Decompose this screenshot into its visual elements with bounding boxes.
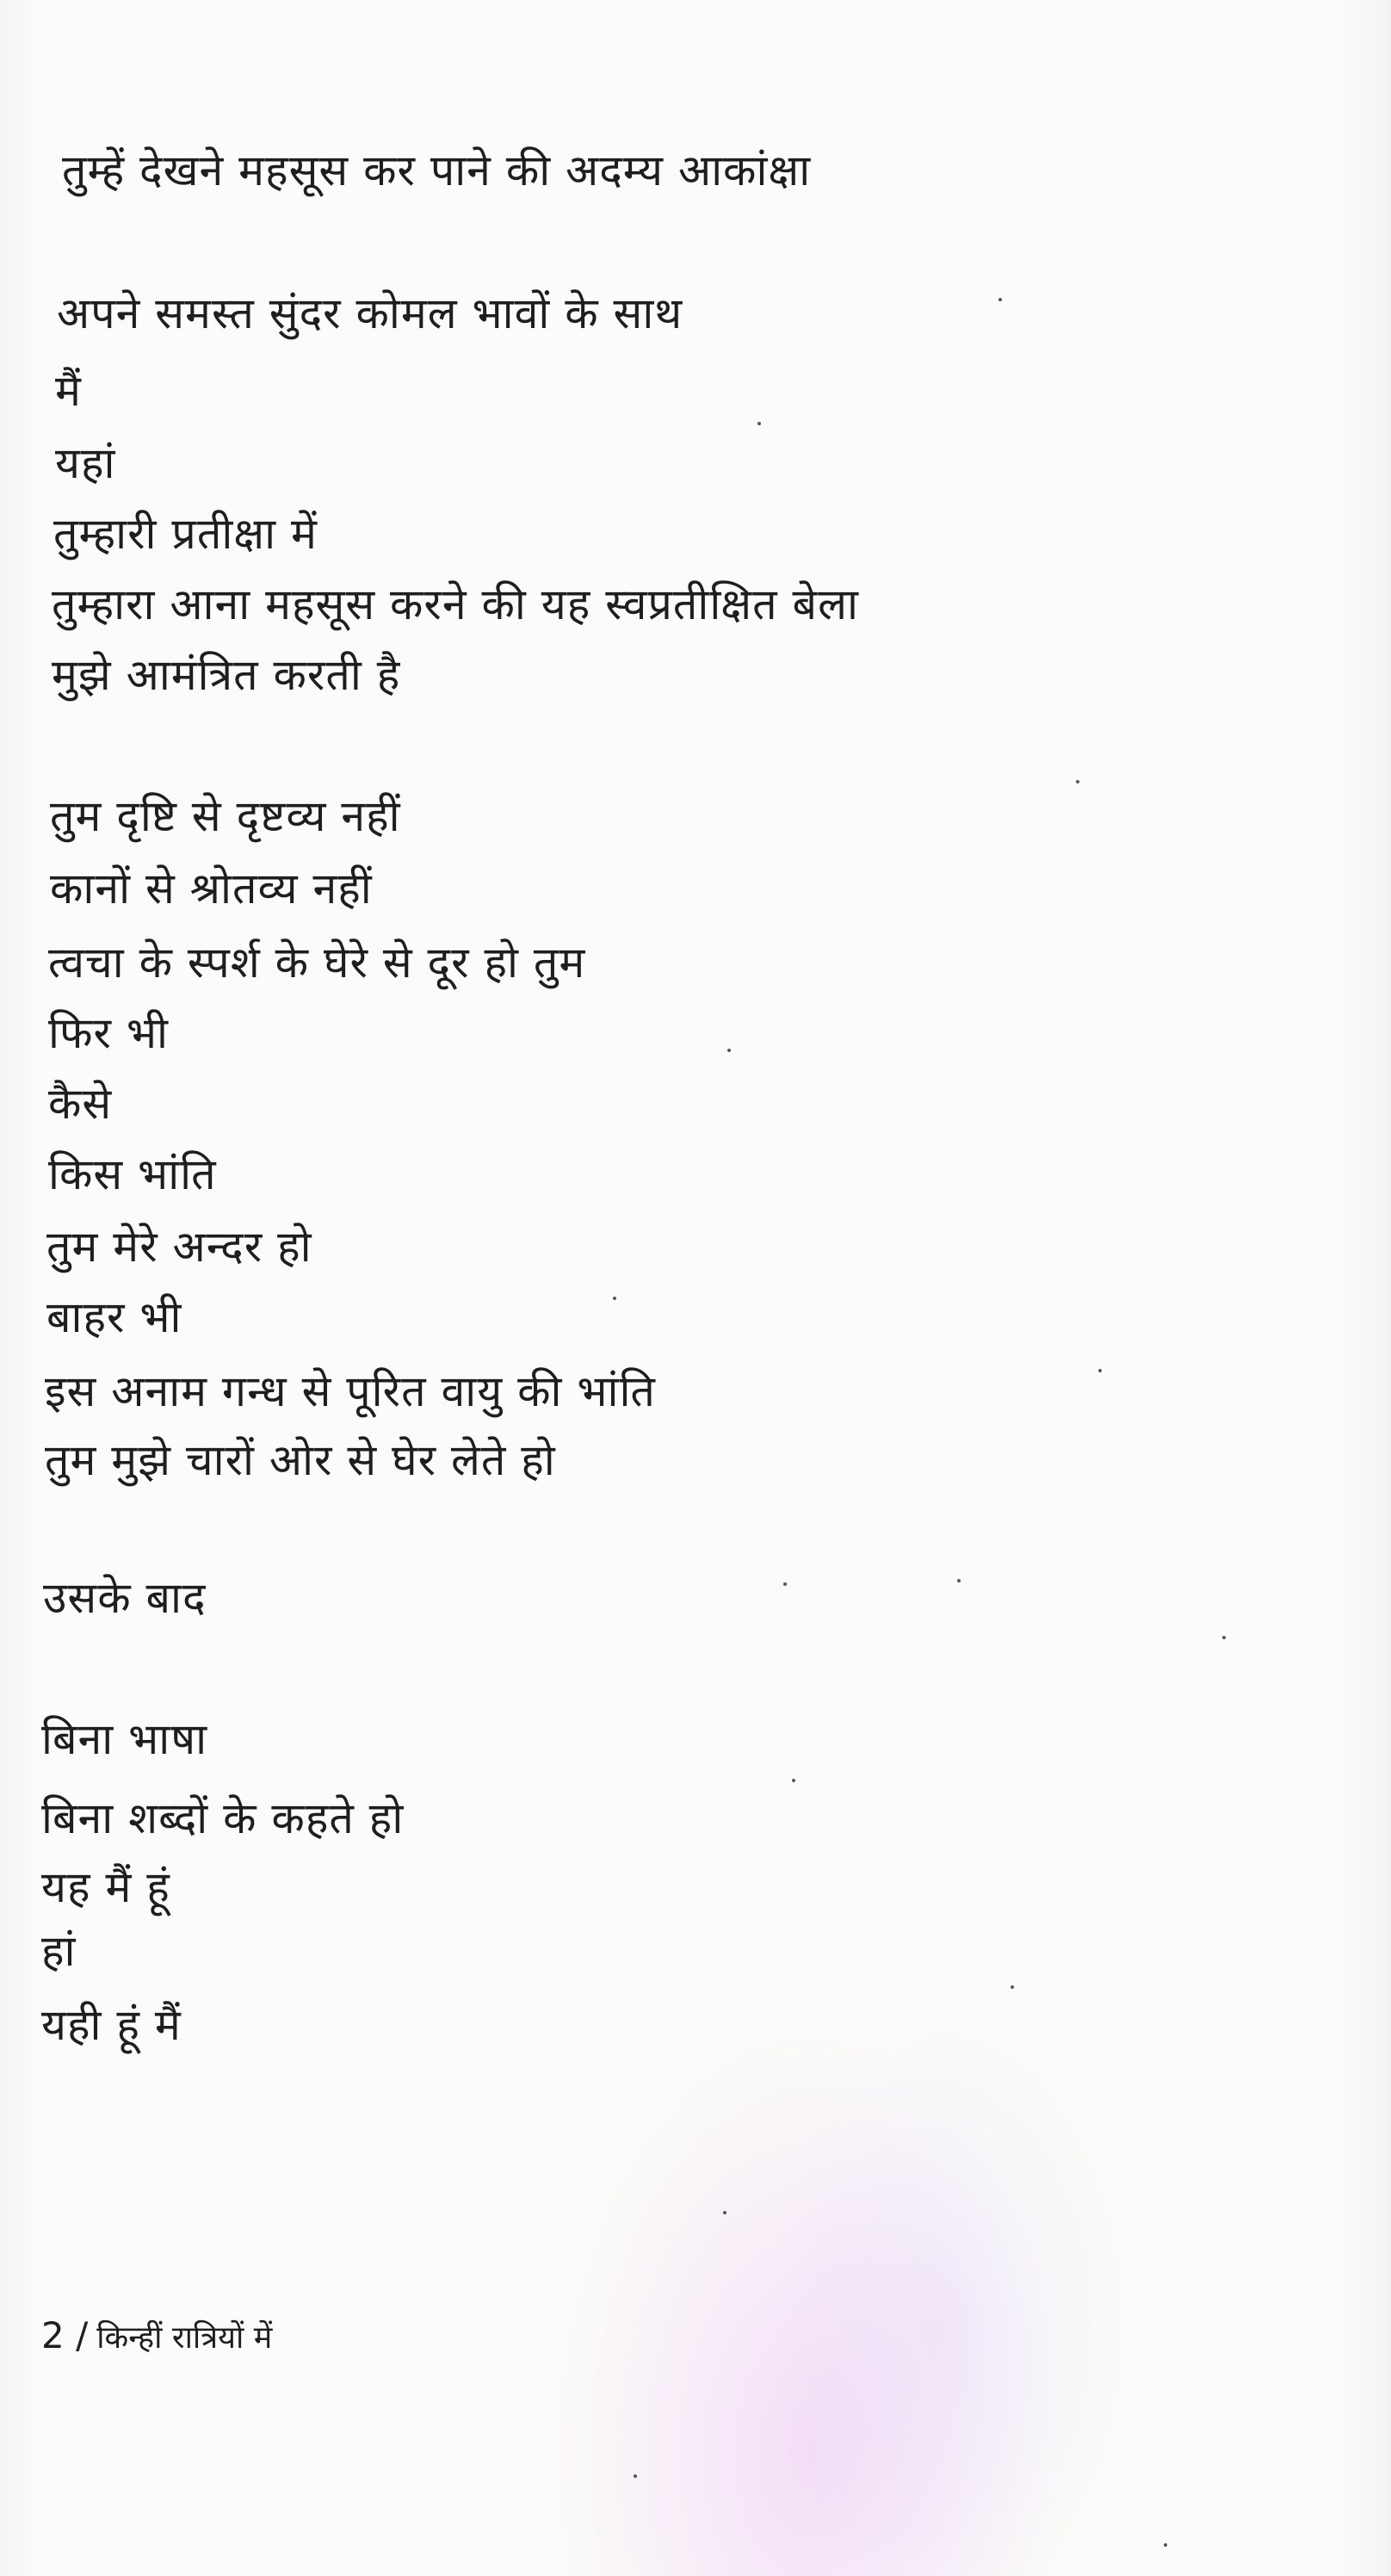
poem-line: तुम दृष्टि से दृष्टव्य नहीं <box>50 791 401 841</box>
paper-speck <box>723 2211 726 2214</box>
poem-line: तुम्हें देखने महसूस कर पाने की अदम्य आकांक्षा <box>62 146 812 195</box>
page-number: 2 / <box>41 2314 89 2356</box>
paper-speck <box>957 1579 961 1582</box>
poem-line: मैं <box>55 366 82 416</box>
paper-speck <box>727 1049 731 1052</box>
poem-line: अपने समस्त सुंदर कोमल भावों के साथ <box>57 288 683 338</box>
book-title: किन्हीं रात्रियों में <box>96 2320 273 2356</box>
paper-speck <box>792 1779 795 1782</box>
paper-speck <box>1011 1985 1014 1989</box>
poem-line: तुम्हारी प्रतीक्षा में <box>53 509 318 559</box>
poem-line: यही हूं मैं <box>41 2000 182 2050</box>
poem-line: बाहर भी <box>46 1292 182 1342</box>
paper-speck <box>634 2474 637 2478</box>
poem-line: तुम्हारा आना महसूस करने की यह स्वप्रतीक्षित बेला <box>52 579 859 629</box>
poem-line: किस भांति <box>48 1149 217 1199</box>
poem-line: फिर भी <box>48 1008 169 1058</box>
poem-line: कैसे <box>48 1079 113 1129</box>
poem-line: बिना भाषा <box>41 1714 208 1764</box>
paper-speck <box>1076 780 1079 783</box>
poem-line: तुम मेरे अन्दर हो <box>46 1222 312 1272</box>
poem-line: उसके बाद <box>43 1573 207 1623</box>
poem-line: इस अनाम गन्ध से पूरित वायु की भांति <box>45 1366 656 1416</box>
poem-line: बिना शब्दों के कहते हो <box>41 1793 405 1843</box>
paper-speck <box>613 1297 616 1300</box>
poem-line: कानों से श्रोतव्य नहीं <box>50 864 373 913</box>
poem-line: यहां <box>55 438 116 488</box>
poem-line: यह मैं हूं <box>41 1862 170 1912</box>
poem-line: तुम मुझे चारों ओर से घेर लेते हो <box>45 1435 556 1485</box>
paper-speck <box>1098 1369 1102 1372</box>
poem-line: त्वचा के स्पर्श के घेरे से दूर हो तुम <box>48 938 586 988</box>
paper-speck <box>998 298 1002 301</box>
paper-speck <box>1164 2543 1167 2547</box>
poem-line: मुझे आमंत्रित करती है <box>52 650 401 700</box>
paper-speck <box>1222 1636 1226 1639</box>
paper-speck <box>757 422 761 425</box>
page-footer <box>41 2314 272 2360</box>
paper-speck <box>783 1582 787 1586</box>
poem-line: हां <box>41 1926 77 1976</box>
